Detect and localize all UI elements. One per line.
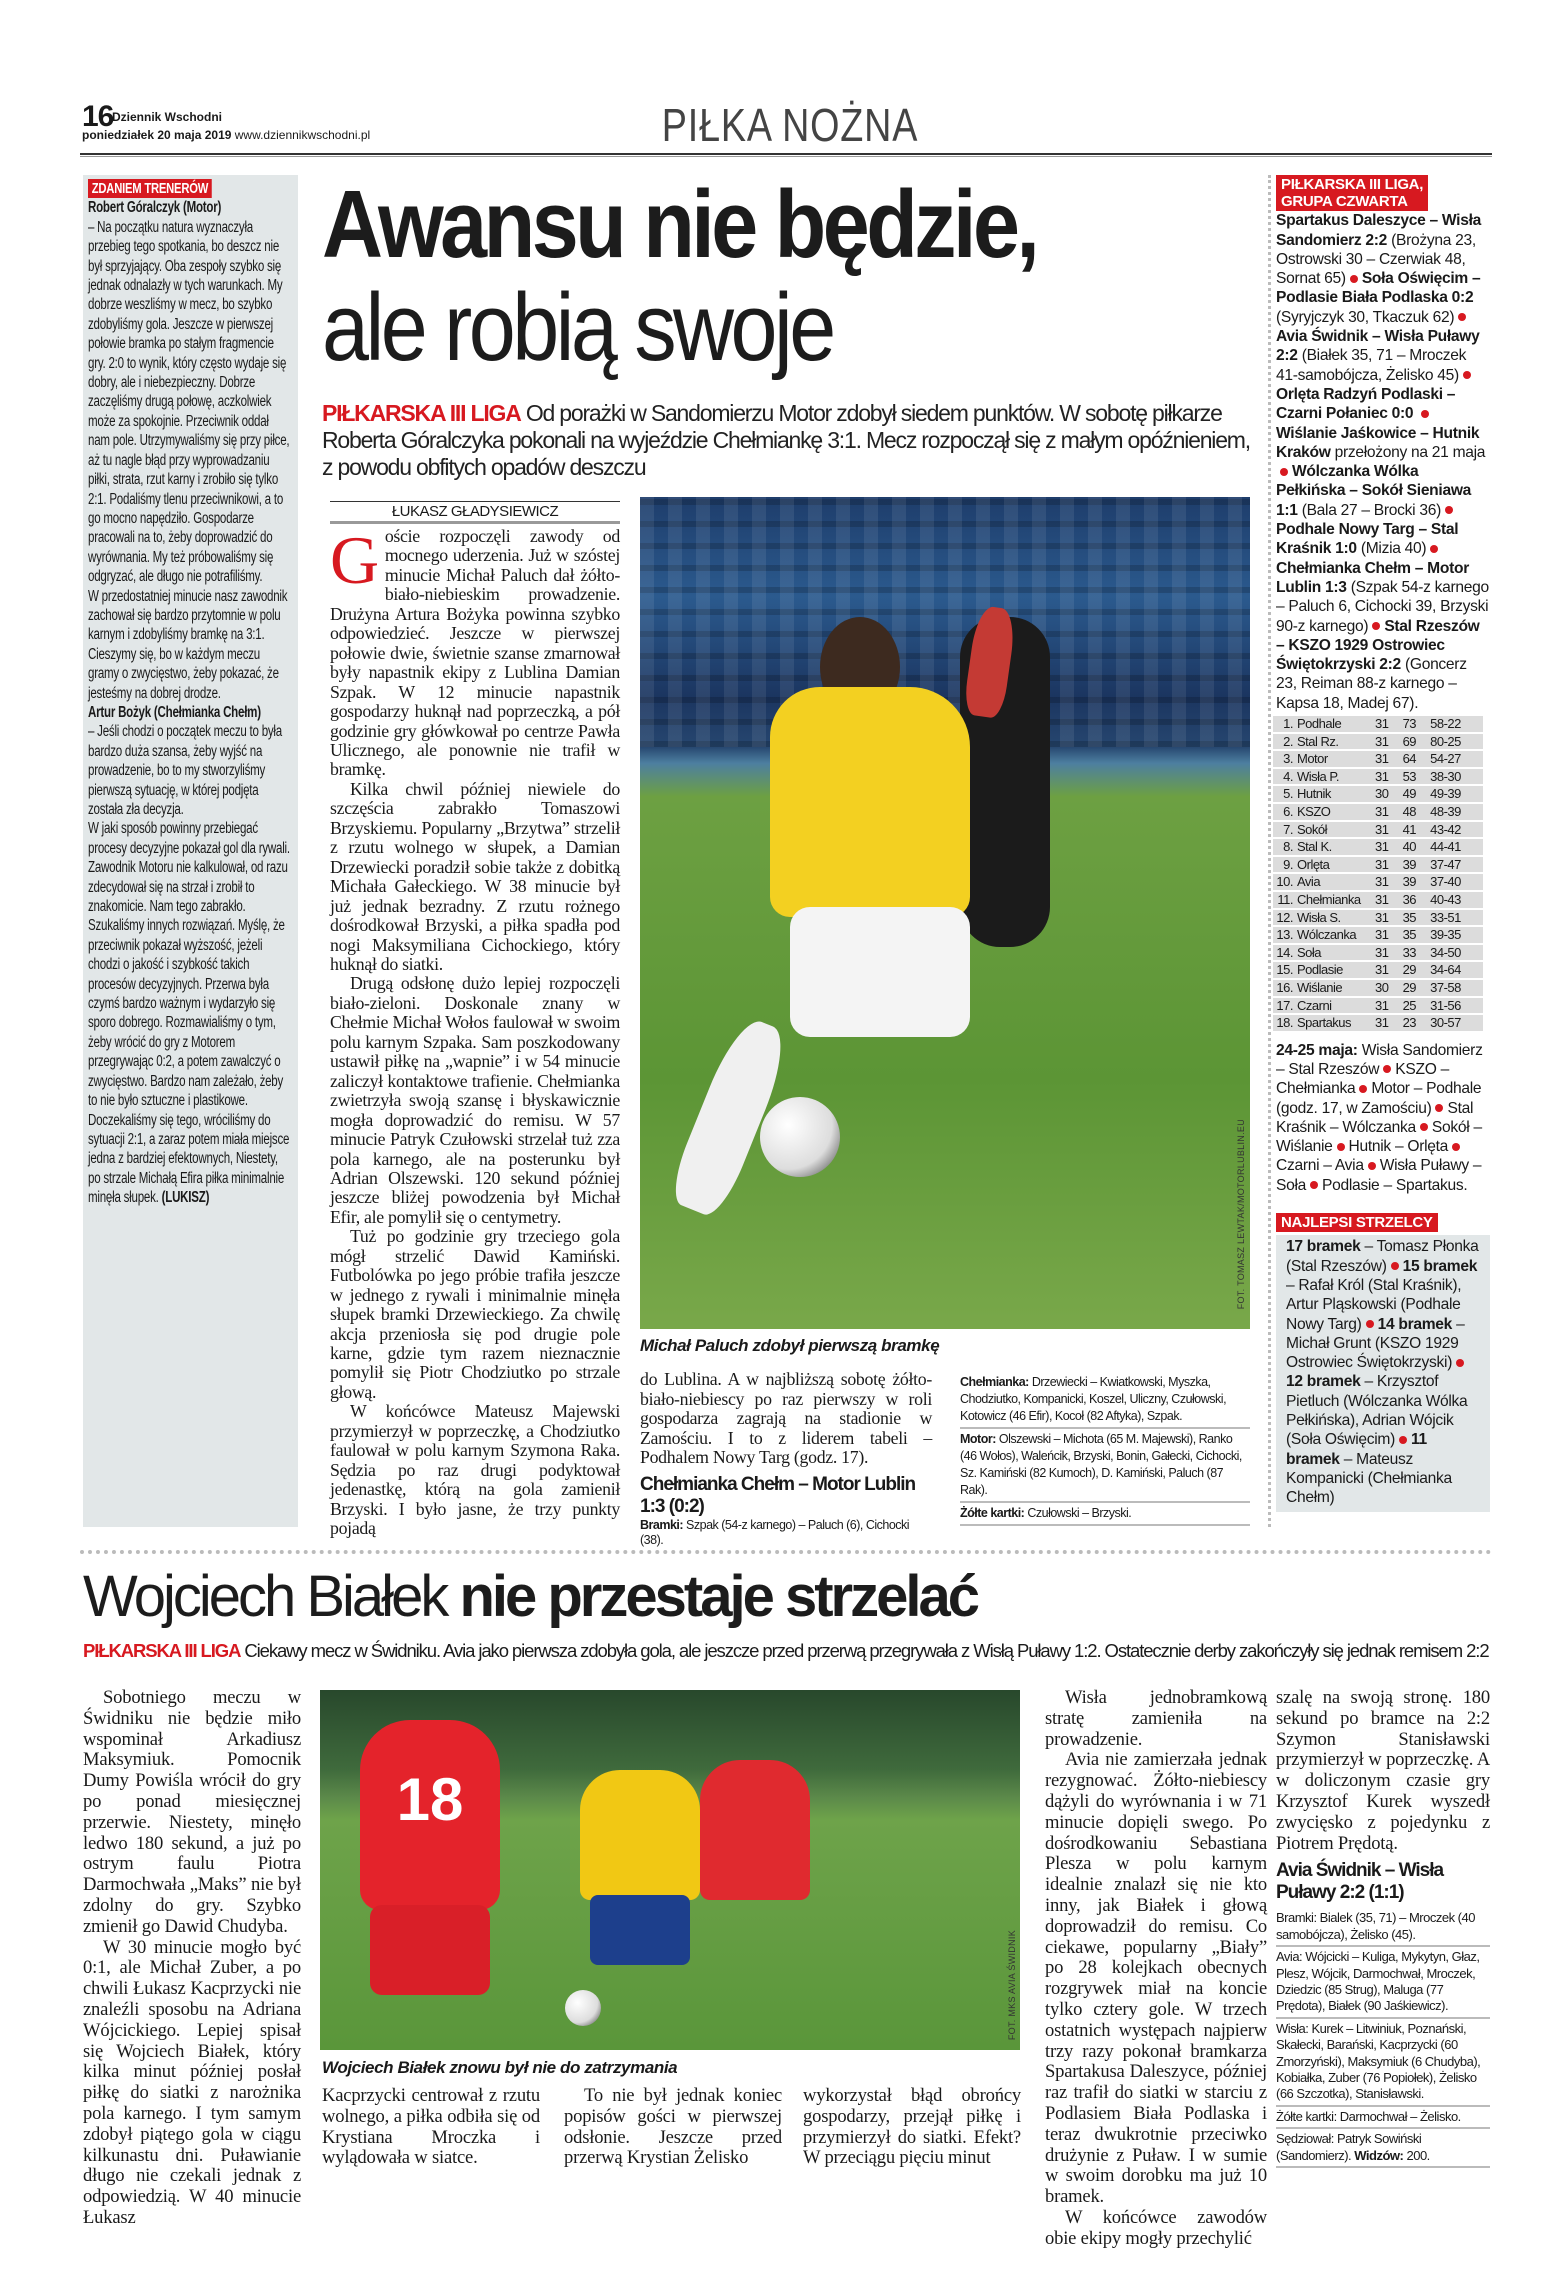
table-goals: 37-58 — [1428, 979, 1483, 997]
table-points: 49 — [1401, 785, 1429, 803]
top-scorers-box — [1276, 1235, 1490, 1511]
result-match: Chełmianka Chełm – Motor Lublin 1:3 — [1276, 559, 1469, 596]
lineup-row — [960, 1503, 1250, 1526]
headline-line1: Awansu nie będzie, — [322, 171, 1037, 278]
scorers-label: NAJLEPSI STRZELCY — [1276, 1213, 1438, 1232]
bullet-icon — [1310, 1181, 1318, 1189]
result-scorers: (Białek 35, 71 – Mroczek 41-samobójcza, Żelisko 45) — [1276, 347, 1467, 384]
table-played: 31 — [1373, 856, 1401, 874]
league-label-line1: PIŁKARSKA III LIGA, — [1281, 176, 1424, 193]
article-continuation-column — [640, 1370, 932, 1548]
referee-text: Sędziował: Patryk Sowiński (Sandomierz). — [1276, 2131, 1422, 2163]
match-detail-row: Żółte kartki: Darmochwał – Żelisko. — [1276, 2107, 1490, 2129]
article-paragraph: Sobotniego meczu w Świdniku nie będzie miło wspominał Arkadiusz Maksymiuk. Pomocnik Dumy Powiśla wrócił do gry po ponad miesięcznej przerwie. Niestety, minęło ledwo 180 sekund, a już po ostrym faulu Piotra Darmochwała „Maks” nie był zdolny do gry. Szybko zmienił go Dawid Chudyba. — [83, 1687, 301, 1937]
fixture-item — [1349, 1138, 1465, 1155]
table-row — [1273, 909, 1483, 927]
league-table — [1273, 716, 1483, 1033]
article-paragraph: Tuż po godzinie gry trzeciego gola mógł strzelić Dawid Kamiński. Futbolówka po jego próbie trafiła jeszcze w jednego z rywali i minimalnie minęła słupek bramki Drzewieckiego. Za chwilę akcja przeniosła się pod drugie pole karne, gdzie tym razem nieznacznie pomylił się Piotr Chodziutko po strzale głową. — [330, 1226, 620, 1402]
lineup-team: Chełmianka: — [960, 1375, 1029, 1389]
headline-regular: Wojciech Białek — [83, 1564, 447, 1629]
table-points: 35 — [1401, 926, 1429, 944]
result-match: Avia Świdnik – Wisła Puławy 2:2 — [1276, 328, 1480, 365]
table-points: 73 — [1401, 716, 1429, 733]
table-goals: 43-42 — [1428, 821, 1483, 839]
result-item — [1276, 386, 1455, 422]
table-goals: 49-39 — [1428, 785, 1483, 803]
scorer-item — [1286, 1373, 1467, 1448]
table-goals: 31-56 — [1428, 997, 1483, 1015]
lineup-team: Motor: — [960, 1432, 996, 1446]
table-team: Spartakus — [1295, 1014, 1373, 1032]
bullet-icon — [1359, 1085, 1367, 1093]
section-divider — [80, 1550, 1492, 1554]
scorer-goals: 12 bramek — [1286, 1373, 1361, 1391]
bullet-icon — [1368, 1162, 1376, 1170]
fixture-item — [1322, 1177, 1467, 1194]
table-row — [1273, 750, 1483, 768]
issue-date: poniedziałek 20 maja 2019 — [82, 128, 232, 142]
bullet-icon — [1435, 1104, 1443, 1112]
article2-column — [564, 2086, 782, 2169]
table-goals: 38-30 — [1428, 768, 1483, 786]
bullet-icon — [1366, 1320, 1374, 1328]
table-goals: 34-50 — [1428, 944, 1483, 962]
league-label-line2: GRUPA CZWARTA — [1281, 193, 1408, 210]
article-paragraph: W końcówce Mateusz Majewski przymierzył w poprzeczkę, a Chodziutko faulował w polu karnym Szymona Raka. Sędzia po raz drugi podyktował jedenastkę, którą na gola zamienił Brzyski. I było jasne, że trzy punkty pojadą — [330, 1401, 620, 1539]
bullet-icon — [1430, 545, 1438, 553]
fixture-text: KSZO – Chełmianka — [1276, 1061, 1449, 1098]
article2-lead — [83, 1640, 1493, 1662]
table-position: 9. — [1273, 856, 1295, 874]
article2-headline — [83, 1562, 977, 1632]
table-points: 69 — [1401, 733, 1429, 751]
table-team: Wisła S. — [1295, 909, 1373, 927]
bullet-icon — [1337, 1143, 1345, 1151]
lineup-players: Czułowski – Brzyski. — [1027, 1506, 1132, 1520]
article2-column: wykorzystał błąd obrońcy gospodarzy, przejął piłkę i przymierzył do siatki. Efekt? W przeciągu pięciu minut — [803, 2085, 1021, 2169]
fixture-text: Czarni – Avia — [1276, 1157, 1364, 1175]
result-match: Stal Rzeszów – KSZO 1929 Ostrowiec Świętokrzyski 2:2 — [1276, 617, 1480, 674]
table-team: Hutnik — [1295, 785, 1373, 803]
table-points: 64 — [1401, 750, 1429, 768]
quote-text: – Na początku natura wyznaczyła przebieg tego spotkania, bo deszcz nie był sprzyjający. Oba zespoły szybko się jednak odnalazły w tych warunkach. My dobrze weszliśmy w mecz, bo szybko zdobyliśmy gola. Jeszcze w pierwszej połowie bramka po stałym fragmencie gry. 2:0 to wynik, który często wydaje się dobry, ale i niebezpieczny. Dobrze zaczęliśmy drugą połowę, aczkolwiek może za spokojnie. Przeciwnik oddał nam pole. Utrzymywaliśmy się przy piłce, aż tu nagle błąd przy wyprowadzaniu piłki, strata, rzut karny i zrobiło się tylko 2:1. Podaliśmy tlenu przeciwnikowi, a to go mocno napędziło. Gospodarze pracowali na to, żeby doprowadzić do wyrównania. My też próbowaliśmy się odgryzać, ale długo nie potrafiliśmy. — [88, 218, 290, 586]
bullet-icon — [1391, 1262, 1399, 1270]
table-played: 31 — [1373, 873, 1401, 891]
table-points: 36 — [1401, 891, 1429, 909]
match-details-box — [1276, 1908, 1490, 2168]
website-link[interactable]: www.dziennikwschodni.pl — [234, 128, 371, 142]
lineup-row — [960, 1372, 1250, 1429]
table-points: 41 — [1401, 821, 1429, 839]
article2-column — [1045, 1688, 1267, 2250]
table-team: Orlęta — [1295, 856, 1373, 874]
bullet-icon — [1383, 1065, 1391, 1073]
headline-bold: nie przestaje strzelać — [459, 1564, 977, 1629]
football — [565, 1990, 601, 2026]
paragraph-text: oście rozpoczęli zawody od mocnego uderzenia. Już w szóstej minucie Michał Paluch dał żółto-biało-niebieskim prowadzenie. Drużyna Artura Bożyka powinna szybko odpowiedzieć. Jeszcze w pierwszej połowie dwie, świetnie szanse zmarnował były napastnik ekipy z Lublina Damian Szpak. W 12 minucie napastnik gospodarzy huknął nad poprzeczką, a pół godzinie gry główkował po centrze Pawła Ulicznego, ale ponownie nie trafił w bramkę. — [330, 526, 620, 780]
table-played: 31 — [1373, 750, 1401, 768]
result-match: Wólczanka Wólka Pełkińska – Sokół Sieniawa 1:1 — [1276, 463, 1472, 519]
match-detail-row: Wisła: Kurek – Litwiniuk, Poznański, Skałecki, Barański, Kacprzycki (60 Zmorzyński), Maksymiuk (6 Chudyba), Kobiałka, Zuber (76 Popiołek), Żelisko (66 Szczotka), Stanisławski. — [1276, 2019, 1490, 2107]
table-points: 35 — [1401, 909, 1429, 927]
table-goals: 40-43 — [1428, 891, 1483, 909]
table-played: 30 — [1373, 979, 1401, 997]
table-points: 23 — [1401, 1014, 1429, 1032]
fixture-text: Motor – Podhale (godz. 17, w Zamościu) — [1276, 1080, 1482, 1117]
table-goals: 37-40 — [1428, 873, 1483, 891]
table-goals: 58-22 — [1428, 716, 1483, 733]
table-team: Podhale — [1295, 716, 1373, 733]
lineup-players: Olszewski – Michota (65 M. Majewski), Ranko (46 Wołos), Waleńcik, Brzyski, Bonin, Gałecki, Cichocki, Sz. Kamiński (82 Kumoch), D. Kamiński, Paluch (87 Rak). — [960, 1432, 1242, 1497]
table-played: 30 — [1373, 785, 1401, 803]
table-row — [1273, 1014, 1483, 1032]
table-points: 25 — [1401, 997, 1429, 1015]
lineup-team: Żółte kartki: — [960, 1506, 1025, 1520]
result-item — [1276, 463, 1471, 519]
bullet-icon — [1456, 1359, 1464, 1367]
table-played: 31 — [1373, 803, 1401, 821]
table-played: 31 — [1373, 997, 1401, 1015]
table-goals: 48-39 — [1428, 803, 1483, 821]
table-position: 15. — [1273, 961, 1295, 979]
photo-credit: FOT. TOMASZ LEWTAK/MOTORLUBLIN.EU — [1236, 1118, 1246, 1309]
table-goals: 80-25 — [1428, 733, 1483, 751]
fixture-text: Wisła Sandomierz – Stal Rzeszów — [1276, 1041, 1483, 1078]
result-scorers: (Syryjczyk 30, Tkaczuk 62) — [1276, 308, 1455, 326]
photo-caption: Wojciech Białek znowu był nie do zatrzymania — [322, 2058, 678, 2077]
results-list — [1276, 211, 1490, 713]
match-photo — [640, 497, 1250, 1329]
table-position: 11. — [1273, 891, 1295, 909]
fixture-text: Podlasie – Spartakus. — [1322, 1176, 1468, 1194]
player-blue-shorts — [590, 1895, 690, 1965]
result-item — [1276, 521, 1458, 557]
player-shorts — [790, 907, 970, 1037]
bullet-icon — [1399, 1436, 1407, 1444]
table-position: 5. — [1273, 785, 1295, 803]
fixture-item — [1276, 1157, 1380, 1174]
result-scorers: (Bala 27 – Brocki 36) — [1301, 501, 1442, 519]
table-position: 2. — [1273, 733, 1295, 751]
table-row — [1273, 785, 1483, 803]
table-position: 14. — [1273, 944, 1295, 962]
quote-text: – Jeśli chodzi o początek meczu to była bardzo duża szansa, żeby wyjść na prowadzenie, bo to my stworzyliśmy pierwszą sytuację, w której podjęta została zła decyzja. — [88, 723, 282, 818]
table-team: Wisła P. — [1295, 768, 1373, 786]
goals-text: Szpak (54-z karnego) – Paluch (6), Cichocki (38). — [640, 1517, 910, 1547]
player-red-shorts — [370, 1905, 490, 1995]
scorer-goals: 14 bramek — [1377, 1315, 1453, 1333]
football — [760, 1097, 840, 1177]
table-row — [1273, 961, 1483, 979]
table-played: 31 — [1373, 891, 1401, 909]
table-team: Motor — [1295, 750, 1373, 768]
scorer-names: – Mateusz Kompanicki (Chełmianka Chełm) — [1286, 1450, 1452, 1507]
table-position: 13. — [1273, 926, 1295, 944]
table-played: 31 — [1373, 926, 1401, 944]
photo-credit: FOT. MKS AVIA ŚWIDNIK — [1007, 1929, 1017, 2040]
table-played: 31 — [1373, 1014, 1401, 1032]
table-points: 29 — [1401, 979, 1429, 997]
bullet-icon — [1280, 468, 1288, 476]
section-title: PIŁKA NOŻNA — [661, 99, 919, 151]
jersey-number: 18 — [396, 1766, 464, 1833]
table-position: 12. — [1273, 909, 1295, 927]
result-match: Orlęta Radzyń Podlaski – Czarni Połaniec 0:0 — [1276, 385, 1456, 423]
fixture-text: Stal Kraśnik – Wólczanka — [1276, 1099, 1474, 1136]
table-played: 31 — [1373, 821, 1401, 839]
kicker: PIŁKARSKA III LIGA — [322, 400, 521, 426]
quote-text — [88, 819, 293, 1207]
bullet-icon — [1463, 371, 1471, 379]
table-position: 18. — [1273, 1014, 1295, 1032]
table-position: 4. — [1273, 768, 1295, 786]
lead-text: Od porażki w Sandomierzu Motor zdobył siedem punktów. W sobotę piłkarze Roberta Góralczyka pokonali na wyjeździe Chełmiankę 3:1. Mecz rozpoczął się z małym opóźnieniem, z powodu obfitych opadów deszczu — [322, 400, 1250, 480]
match-result-title: Avia Świdnik – Wisła Puławy 2:2 (1:1) — [1276, 1860, 1444, 1904]
opponent-red-shirt — [700, 1760, 810, 1900]
scorer-goals: 15 bramek — [1402, 1257, 1478, 1275]
article-paragraph: W końcówce zawodów obie ekipy mogły przechylić — [1045, 2206, 1267, 2249]
table-team: KSZO — [1295, 803, 1373, 821]
table-points: 29 — [1401, 961, 1429, 979]
table-goals: 33-51 — [1428, 909, 1483, 927]
player-yellow-shirt — [770, 687, 970, 917]
coaches-label: ZDANIEM TRENERÓW — [88, 179, 212, 198]
scorer-names: – Michał Grunt (KSZO 1929 Ostrowiec Świętokrzyski) — [1286, 1315, 1465, 1372]
table-played: 31 — [1373, 944, 1401, 962]
table-row — [1273, 891, 1483, 909]
table-played: 31 — [1373, 838, 1401, 856]
attendance-label: Widzów: — [1354, 2147, 1404, 2163]
result-scorers: (Goncerz 23, Reiman 88-z karnego – Kapsa 18, Madej 67). — [1276, 656, 1467, 712]
sidebar-dotted-divider — [1268, 175, 1271, 1527]
coach-quote — [88, 703, 293, 1208]
table-points: 53 — [1401, 768, 1429, 786]
table-row — [1273, 926, 1483, 944]
bullet-icon — [1445, 506, 1453, 514]
fixtures-list — [1276, 1041, 1490, 1195]
table-goals: 37-47 — [1428, 856, 1483, 874]
table-row — [1273, 733, 1483, 751]
referee-row — [1276, 2129, 1490, 2168]
table-team: Wiślanie — [1295, 979, 1373, 997]
table-row — [1273, 944, 1483, 962]
result-scorers: (Szpak 54-z karnego – Paluch 6, Cichocki 39, Brzyski 90-z karnego) — [1276, 578, 1489, 635]
table-position: 3. — [1273, 750, 1295, 768]
article-body-column — [330, 522, 620, 1539]
article-paragraph: Avia nie zamierzała jednak rezygnować. Żółto-niebiescy dążyli do wyrównania i w 71 minucie dopięli swego. Po dośrodkowaniu Sebastiana Plesza w polu karnym idealnie znalazł się nie kto inny, jak Białek i głową doprowadził do remisu. Co ciekawe, popularny „Biały” po 28 kolejkach obecnych rozgrywek miał na koncie tylko cztery gole. W trzech ostatnich występach najpierw trzy razy pokonał bramkarza Spartakusa Daleszyce, później raz trafił do siatki w starciu z Podlasiem Biała Podlaska i teraz dwukrotnie przeciwko drużynie z Puław. I w sumie w swoim dorobku ma już 10 bramek. — [1045, 1749, 1267, 2208]
bullet-icon — [1458, 313, 1466, 321]
table-row — [1273, 856, 1483, 874]
table-row — [1273, 768, 1483, 786]
result-match: Podhale Nowy Targ – Stal Kraśnik 1:0 — [1276, 521, 1459, 558]
table-row — [1273, 838, 1483, 856]
table-team: Stal Rz. — [1295, 733, 1373, 751]
bullet-icon — [1421, 410, 1429, 418]
result-match: Soła Oświęcim – Podlasie Biała Podlaska 0:2 — [1276, 270, 1481, 307]
article-lead — [322, 400, 1252, 481]
match-detail-row: Bramki: Bialek (35, 71) – Mroczek (40 samobójcza), Żelisko (45). — [1276, 1908, 1490, 1947]
table-position: 6. — [1273, 803, 1295, 821]
header-rule — [80, 153, 1492, 157]
photo-caption: Michał Paluch zdobył pierwszą bramkę — [640, 1336, 940, 1355]
kicker: PIŁKARSKA III LIGA — [83, 1640, 241, 1661]
table-row — [1273, 716, 1483, 733]
drop-cap: G — [330, 522, 379, 598]
quote-text: W przedostatniej minucie nasz zawodnik zachował się bardzo przytomnie w polu karnym i zdobyliśmy bramkę na 3:1. Cieszymy się, bo w każdym meczu gramy o zwycięstwo, żeby pokazać, że jesteśmy na dobrej drodze. — [88, 587, 288, 702]
table-played: 31 — [1373, 768, 1401, 786]
table-team: Sokół — [1295, 821, 1373, 839]
article-paragraph: To nie był jednak koniec popisów gości w pierwszej odsłonie. Jeszcze przed przerwą Krystian Żelisko — [564, 2085, 782, 2169]
attendance-value: 200. — [1406, 2147, 1430, 2163]
lineup-players: Drzewiecki – Kwiatkowski, Myszka, Chodziutko, Kompanicki, Koszel, Uliczny, Czułowski, Kotowicz (46 Efir), Kocoł (82 Aftyka), Szpak. — [960, 1375, 1227, 1423]
scorer-names: – Krzysztof Pietluch (Wólczanka Wólka Pełkińska), Adrian Wójcik (Soła Oświęcim) — [1286, 1373, 1468, 1449]
lead-text: Ciekawy mecz w Świdniku. Avia jako pierwsza zdobyła gola, ale jeszcze przed przerwą przegrywała z Wisłą Puławy 1:2. Ostatecznie derby zakończyły się jednak remisem 2:2 — [244, 1640, 1489, 1661]
table-team: Wólczanka — [1295, 926, 1373, 944]
table-played: 31 — [1373, 716, 1401, 733]
page-number: 16 — [82, 100, 114, 133]
bullet-icon — [1350, 275, 1358, 283]
quote-text-body: W jaki sposób powinny przebiegać procesy decyzyjne pokazał gol dla rywali. Zawodnik Motoru nie kalkulował, od razu zdecydował się na strzał i zrobił to znakomicie. Nam tego zabrakło. Szukaliśmy innych rozwiązań. Myślę, że przeciwnik pokazał wyższość, jeżeli chodzi o jakość i szybkość takich procesów decyzyjnych. Przerwa była czymś bardzo ważnym i wydarzyło się sporo dobrego. Rozmawialiśmy o tym, żeby wrócić do gry z Motorem przegrywając 0:2, a potem zawalczyć o zwycięstwo. Bardzo nam zależało, żeby to nie było sztuczne i plastikowe. Doczekaliśmy się tego, wróciliśmy do sytuacji 2:1, a zaraz potem miała miejsce jedna z bardziej efektownych, Niestety, po strzale Michałą Efira piłka minimalnie minęła słupek. — [88, 820, 290, 1207]
table-position: 8. — [1273, 838, 1295, 856]
league-sidebar — [1276, 175, 1490, 1512]
player-yellow-shirt — [580, 1770, 700, 1900]
headline-line2: ale robią swoje — [322, 274, 833, 381]
article-paragraph — [330, 522, 620, 780]
table-points: 39 — [1401, 873, 1429, 891]
article-paragraph: Wisła jednobramkową stratę zamieniła na prowadzenie. — [1045, 1687, 1267, 1750]
match-detail-row: Avia: Wójcicki – Kuliga, Mykytyn, Głaz, Plesz, Wójcik, Darmochwał, Mroczek, Dziedzic (85 Strug), Maluga (77 Prędota), Białek (90 Jaśkiewicz). — [1276, 1947, 1490, 2019]
result-scorers: (Brożyna 23, Ostrowski 30 – Czerwiak 48, Sornat 65) — [1276, 231, 1476, 288]
table-row — [1273, 821, 1483, 839]
table-goals: 44-41 — [1428, 838, 1483, 856]
coach-quote — [88, 198, 293, 703]
table-row — [1273, 803, 1483, 821]
table-position: 10. — [1273, 873, 1295, 891]
fixture-text: Hutnik – Orlęta — [1348, 1138, 1449, 1156]
table-goals: 39-35 — [1428, 926, 1483, 944]
table-points: 48 — [1401, 803, 1429, 821]
table-played: 31 — [1373, 961, 1401, 979]
table-points: 33 — [1401, 944, 1429, 962]
table-position: 16. — [1273, 979, 1295, 997]
article-paragraph: W 30 minucie mogło być 0:1, ale Michał Zuber, a po chwili Łukasz Kacprzycki nie znaleźli sposobu na Adriana Wójcickiego. Lepiej spisał się Wojciech Białek, który kilka minut później posłał piłkę do siatki z narożnika pola karnego. I tym samym zdobył piątego gola w ciągu kilkunastu dni. Puławianie długo nie czekali jednak z odpowiedzią. W 40 minucie Łukasz — [83, 1936, 301, 2228]
table-team: Soła — [1295, 944, 1373, 962]
table-team: Czarni — [1295, 997, 1373, 1015]
table-goals: 54-27 — [1428, 750, 1483, 768]
lineup-row — [960, 1429, 1250, 1503]
article-paragraph: szalę na swoją stronę. 180 sekund po bramce na 2:2 Szymon Stanisławski przymierzył w poprzeczkę. A w doliczonym czasie gry Krzysztof Kurek wyszedł zwycięsko z pojedynku z Piotrem Prędotą. — [1276, 1687, 1490, 1854]
result-match: Wiślanie Jaśkowice – Hutnik Kraków — [1276, 424, 1480, 461]
coach-name: Robert Góralczyk (Motor) — [88, 199, 222, 217]
coaches-opinions-box — [83, 175, 298, 1527]
table-position: 1. — [1273, 716, 1295, 733]
goals-label: Bramki: — [640, 1517, 684, 1532]
table-row — [1273, 979, 1483, 997]
table-goals: 34-64 — [1428, 961, 1483, 979]
table-position: 17. — [1273, 997, 1295, 1015]
fixture-text: Wisła Puławy – Soła — [1276, 1157, 1482, 1194]
table-played: 31 — [1373, 909, 1401, 927]
scorer-names: – Rafał Król (Stal Kraśnik), Artur Pląskowski (Podhale Nowy Targ) — [1286, 1276, 1462, 1333]
article-paragraph: Kilka chwil później niewiele do szczęścia zabrakło Tomaszowi Brzyskiemu. Popularny „Brzytwa” strzelił z rzutu wolnego w słupek, a Damian Drzewiecki poradził sobie także z dobitką Michała Gałeckiego. W 38 minucie był już jednak bezradny. Z rzutu rożnego dośrodkował Brzyski, a piłka spadła pod nogi Maksymiliana Cichockiego, który huknął do siatki. — [330, 778, 620, 974]
article-continuation: do Lublina. A w najbliższą sobotę żółto-biało-niebiescy po raz pierwszy w roli gospodarza zagrają na stadionie w Zamościu. I to z liderem tabeli – Podhalem Nowy Targ (godz. 17). — [640, 1369, 932, 1468]
article2-column — [1276, 1688, 1490, 2168]
coaches-text — [88, 179, 293, 1208]
table-goals: 30-57 — [1428, 1014, 1483, 1032]
article-paragraph: Drugą odsłonę dużo lepiej rozpoczęli biało-zieloni. Doskonale znany w Chełmie Michał Wołos faulował w swoim polu karnym Szpaka. Sam poszkodowany ustawił piłkę na „wapnie” i w 54 minucie zaliczył kontaktowe trafienie. Chełmianka zwietrzyła swoją szansę i błyskawicznie mogła doprowadzić do remisu. W 57 minucie Patryk Czułowski strzelał tuż zza pola karnego, ale na posterunku był Adrian Olszewski. 120 sekund później jeszcze bliżej powodzenia był Michał Efir, ale pomylił się o centymetry. — [330, 973, 620, 1227]
bullet-icon — [1452, 1143, 1460, 1151]
coach-name: Artur Bożyk (Chełmianka Chełm) — [88, 703, 261, 721]
article2-column: Kacprzycki centrował z rzutu wolnego, a piłka odbiła się od Krystiana Mroczka i wylądowała w siatce. — [322, 2085, 540, 2169]
table-row — [1273, 873, 1483, 891]
dateline — [82, 128, 370, 142]
table-played: 31 — [1373, 733, 1401, 751]
lineups-box — [960, 1372, 1250, 1526]
table-points: 39 — [1401, 856, 1429, 874]
table-team: Avia — [1295, 873, 1373, 891]
signature: (LUKISZ) — [161, 1189, 210, 1207]
scorer-goals: 11 bramek — [1286, 1431, 1427, 1468]
scorer-names: – Tomasz Płonka (Stal Rzeszów) — [1286, 1238, 1479, 1275]
result-scorers: przełożony na 21 maja — [1334, 443, 1486, 461]
bullet-icon — [1420, 1123, 1428, 1131]
result-scorers: (Mizia 40) — [1360, 540, 1427, 558]
fixture-text: Sokół – Wiślanie — [1276, 1118, 1482, 1156]
scorer-goals: 17 bramek — [1286, 1238, 1361, 1256]
article2-column — [83, 1688, 301, 2229]
player-red-shirt — [360, 1720, 500, 1910]
fixtures-label: 24-25 maja: — [1276, 1041, 1358, 1059]
newspaper-name: Dziennik Wschodni — [112, 110, 223, 124]
bullet-icon — [1372, 622, 1380, 630]
league-label — [1276, 175, 1428, 211]
table-row — [1273, 997, 1483, 1015]
table-position: 7. — [1273, 821, 1295, 839]
result-match: Spartakus Daleszyce – Wisła Sandomierz 2:2 — [1276, 212, 1481, 249]
match-photo — [320, 1690, 1020, 2050]
table-team: Podlasie — [1295, 961, 1373, 979]
table-team: Stal K. — [1295, 838, 1373, 856]
table-team: Chełmianka — [1295, 891, 1373, 909]
goals-line — [640, 1518, 932, 1548]
table-points: 40 — [1401, 838, 1429, 856]
author-byline: ŁUKASZ GŁADYSIEWICZ — [330, 501, 620, 524]
match-result-title: Chełmianka Chełm – Motor Lublin 1:3 (0:2) — [640, 1473, 916, 1517]
result-item — [1276, 328, 1480, 384]
